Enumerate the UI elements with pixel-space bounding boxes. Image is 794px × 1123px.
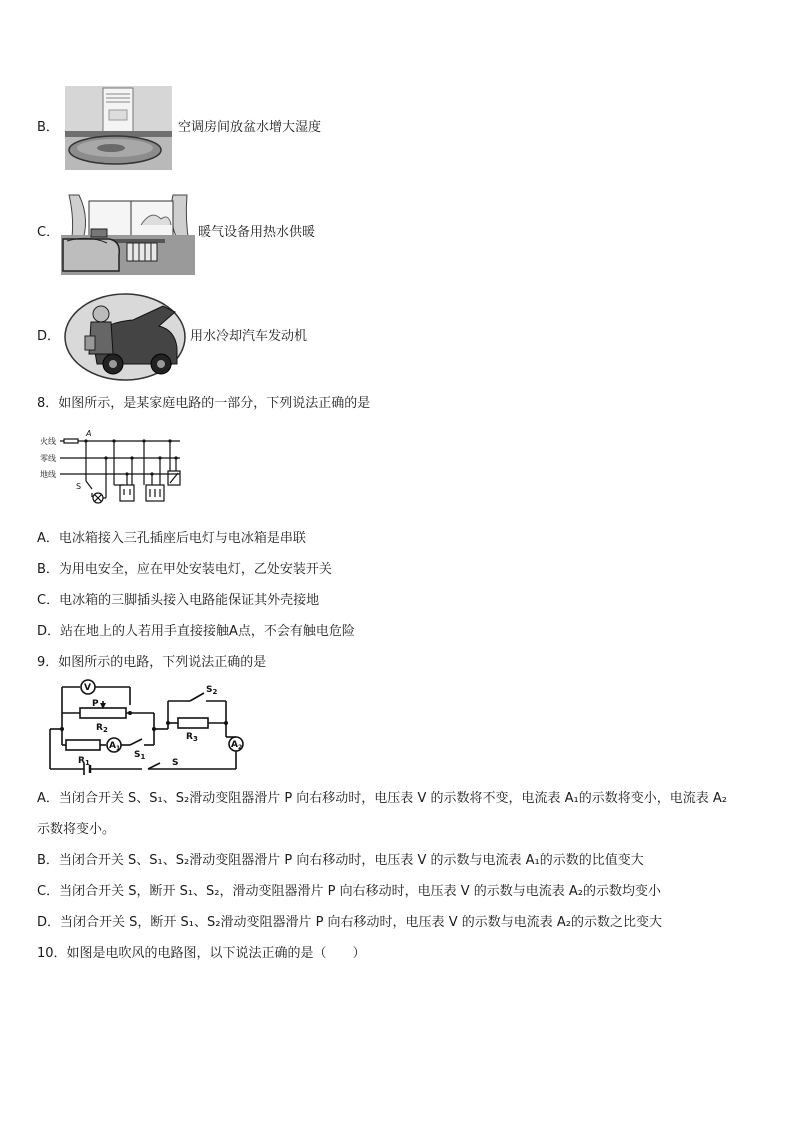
- q8-option-b: B．为用电安全，应在甲处安装电灯，乙处安装开关: [37, 562, 332, 577]
- option-b-letter: B．: [37, 120, 59, 135]
- option-d-letter: D．: [37, 329, 61, 344]
- label-point-a: A: [86, 429, 92, 438]
- label-s1: S: [134, 750, 141, 760]
- label-r2: R: [96, 723, 103, 733]
- q8-stem: 8．如图所示，是某家庭电路的一部分，下列说法正确的是: [37, 396, 371, 411]
- label-s: S: [172, 758, 179, 768]
- label-ground-wire: 地线: [40, 470, 56, 479]
- label-a1: A: [109, 741, 116, 751]
- q10-stem: 10．如图是电吹风的电路图，以下说法正确的是（ ）: [37, 946, 366, 961]
- svg-text:A1: $A_1$: [109, 741, 121, 752]
- option-c-letter: C．: [37, 225, 60, 240]
- q9-option-a-line1: A．当闭合开关 S、S₁、S₂滑动变阻器滑片 P 向右移动时，电压表 V 的示数将不变，电流表 A₁的示数将变小，电流表 A₂: [37, 791, 727, 806]
- q9-option-b: B．当闭合开关 S、S₁、S₂滑动变阻器滑片 P 向右移动时，电压表 V 的示数与电流表 A₁的示数的比值变大: [37, 853, 644, 868]
- q8-option-c: C．电冰箱的三脚插头接入电路能保证其外壳接地: [37, 593, 320, 608]
- svg-text:S2: $S_2$: [206, 685, 218, 696]
- option-d-text: 用水冷却汽车发动机: [190, 329, 308, 344]
- svg-text:R2: $R_2$: [96, 723, 108, 734]
- svg-text:A2: $A_2$: [231, 740, 243, 751]
- label-r1: R: [78, 756, 85, 766]
- q8-option-d: D．站在地上的人若用手直接接触A点，不会有触电危险: [37, 624, 355, 639]
- q9-option-d: D．当闭合开关 S，断开 S₁、S₂滑动变阻器滑片 P 向右移动时，电压表 V 的示数与电流表 A₂的示数之比变大: [37, 915, 662, 930]
- option-b-text: 空调房间放盆水增大湿度: [178, 120, 322, 135]
- label-a2: A: [231, 740, 238, 750]
- label-neutral-wire: 零线: [40, 454, 56, 463]
- household-circuit-figure: [40, 427, 190, 513]
- svg-text:R3: $R_3$: [186, 732, 198, 743]
- q9-option-a-line2: 示数将变小。: [37, 822, 116, 837]
- svg-text:R1: $R_1$: [78, 756, 90, 767]
- option-c-text: 暖气设备用热水供暖: [198, 225, 316, 240]
- q9-stem: 9．如图所示的电路，下列说法正确的是: [37, 655, 267, 670]
- car-engine-drawing: [63, 292, 187, 382]
- radiator-room-drawing: [61, 195, 195, 275]
- label-switch-s: S: [76, 482, 82, 491]
- label-slider-p: P: [92, 699, 99, 709]
- label-voltmeter-v: V: [84, 683, 91, 693]
- svg-text:S1: $S_1$: [134, 750, 146, 761]
- label-s2: S: [206, 685, 213, 695]
- q9-option-c: C．当闭合开关 S，断开 S₁、S₂，滑动变阻器滑片 P 向右移动时，电压表 V 的示数与电流表 A₂的示数均变小: [37, 884, 662, 899]
- label-r3: R: [186, 732, 193, 742]
- air-conditioner-photo: [65, 86, 172, 170]
- q8-option-a: A．电冰箱接入三孔插座后电灯与电冰箱是串联: [37, 531, 306, 546]
- label-live-wire: 火线: [40, 437, 56, 446]
- q9-circuit-figure: [44, 679, 243, 777]
